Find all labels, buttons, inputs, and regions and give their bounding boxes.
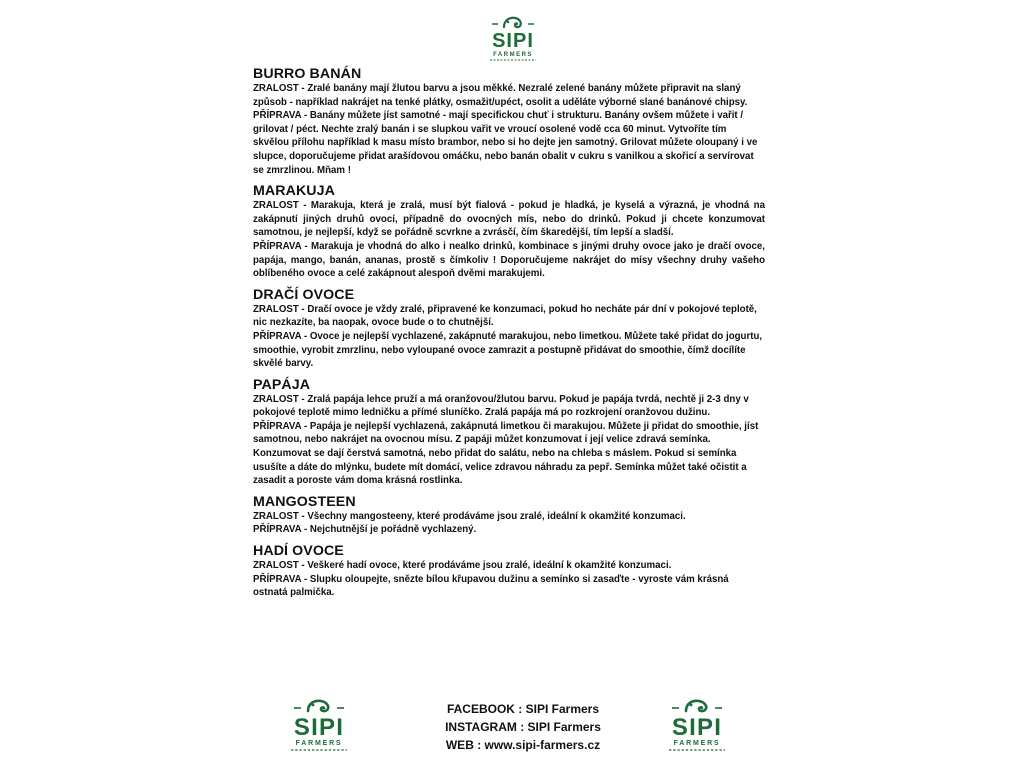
- contact-footer: [400, 700, 646, 754]
- instagram-link[interactable]: INSTAGRAM : SIPI Farmers: [445, 720, 601, 734]
- ripeness-text: ZRALOST - Zralé banány mají žlutou barvu a jsou měkké. Nezralé zelené banány můžete připravit na slaný způsob - například nakrájet na tenké plátky, osmažit/upéct, osolit a uděláte výborné slané banánové chipsy.: [253, 83, 748, 108]
- logo-wordmark: SIPI: [293, 714, 345, 741]
- ripeness-text: ZRALOST - Marakuja, která je zralá, musí být fialová - pokud je hladká, je kyselá a výrazná, je vhodná na zakápnutí jiných druhů ovocí, případně do ovocných mís, nebo do drinků. Pokud ji chcete konzumovat samotnou, je nejlepší, když se pořádně scvrkne a zvrásčí, čím škaredější, tím lepší a sladší.: [253, 200, 765, 239]
- fruit-section: [253, 494, 765, 537]
- ripeness-text: ZRALOST - Dračí ovoce je vždy zralé, připravené ke konzumaci, pokud ho necháte pár dní v pokojové teplotě, nic nezkazíte, ba naopak, ovoce bude o to chutnější.: [253, 303, 757, 329]
- fruit-section: [253, 377, 765, 488]
- preparation-text: PŘÍPRAVA - Banány můžete jíst samotné - mají specifickou chuť i strukturu. Banány ovšem můžete i vařit / grilovat / péct. Nechte zralý banán i se slupkou vařit ve vroucí osolené vodě cca 60 minut. Vytvoříte tím skvělou přílohu například k masu místo brambor, nebo si ho dejte jen samotný. Grilovat můžete oloupaný i ve slupce, doporučujeme přidat arašídovou omáčku, nebo banán obalit v cukru s vanilkou a skořicí a servírovat se zmrzlinou. Mňam !: [253, 110, 758, 176]
- chameleon-icon: [294, 701, 344, 711]
- fruit-title: PAPÁJA: [253, 376, 311, 393]
- sipi-farmers-logo: [284, 694, 354, 752]
- logo-subtitle: FARMERS: [673, 740, 721, 747]
- logo-subtitle: FARMERS: [493, 52, 533, 58]
- website-link[interactable]: WEB : www.sipi-farmers.cz: [445, 738, 601, 752]
- fruit-title: MARAKUJA: [253, 183, 335, 200]
- fruit-section: [253, 66, 765, 177]
- fruit-section: [253, 183, 765, 281]
- fruit-guide: [253, 66, 765, 606]
- fruit-section: [253, 543, 765, 600]
- sipi-farmers-logo: [662, 694, 732, 752]
- fruit-title: BURRO BANÁN: [253, 66, 362, 82]
- preparation-text: PŘÍPRAVA - Marakuja je vhodná do alko i nealko drinků, kombinace s jinými druhy ovoce jako je dračí ovoce, papája, mango, banán, ananas, prostě s čímkoliv ! Doporučujeme nakrájet do mísy všechny druhy vašeho oblíbeného ovoce a celé zakápnout alespoň dvěmi marakujemi.: [253, 240, 765, 280]
- preparation-text: PŘÍPRAVA - Ovoce je nejlepší vychlazené, zakápnuté marakujou, nebo limetkou. Můžete také přidat do jogurtu, smoothie, vyrobit zmrzlinu, nebo vyloupané ovoce zamrazit a postupně přidávat do smoothie, čímž docílíte skvělé barvy.: [253, 330, 763, 370]
- sipi-farmers-logo: [484, 12, 542, 62]
- logo-wordmark: SIPI: [492, 30, 534, 52]
- fruit-title: HADÍ OVOCE: [253, 543, 344, 560]
- ripeness-text: ZRALOST - Zralá papája lehce pruží a má oranžovou/žlutou barvu. Pokud je papája tvrdá, nechtě ji 2-3 dny v pokojové teplotě mimo ledničku a přímé sluníčko. Zralá papája má po rozkrojení oranžovou dužinu.: [253, 393, 749, 419]
- preparation-text: PŘÍPRAVA - Papája je nejlepší vychlazená, zakápnutá limetkou či marakujou. Můžete ji přidat do smoothie, jíst samotnou, nebo nakrájet na ovocnou mísu. Z papáji můžet konzumovat i její velice zdravá semínka. Konzumovat se dají čerstvá samotná, nebo přidat do salátu, nebo na chleba s máslem. Pokud si semínka usušíte a dáte do mlýnku, budete mít domácí, velice zdravou náhradu za pepř. Semínka můžet také očistit a zasadit a poroste vám doma krásná rostlinka.: [253, 420, 759, 487]
- chameleon-icon: [672, 701, 722, 711]
- chameleon-icon: [492, 18, 534, 27]
- preparation-text: PŘÍPRAVA - Nejchutnější je pořádně vychlazený.: [253, 524, 477, 536]
- ripeness-text: ZRALOST - Veškeré hadí ovoce, které prodáváme jsou zralé, ideální k okamžité konzumaci.: [253, 560, 672, 572]
- logo-subtitle: FARMERS: [295, 740, 343, 747]
- fruit-title: DRAČÍ OVOCE: [253, 286, 355, 303]
- ripeness-text: ZRALOST - Všechny mangosteeny, které prodáváme jsou zralé, ideální k okamžité konzumaci.: [253, 510, 686, 522]
- fruit-title: MANGOSTEEN: [253, 493, 356, 510]
- fruit-section: [253, 287, 765, 371]
- facebook-link[interactable]: FACEBOOK : SIPI Farmers: [446, 702, 600, 716]
- preparation-text: PŘÍPRAVA - Slupku oloupejte, snězte bílou křupavou dužinu a semínko si zasaďte - vyroste vám krásná ostnatá palmička.: [253, 573, 729, 599]
- logo-wordmark: SIPI: [671, 714, 723, 741]
